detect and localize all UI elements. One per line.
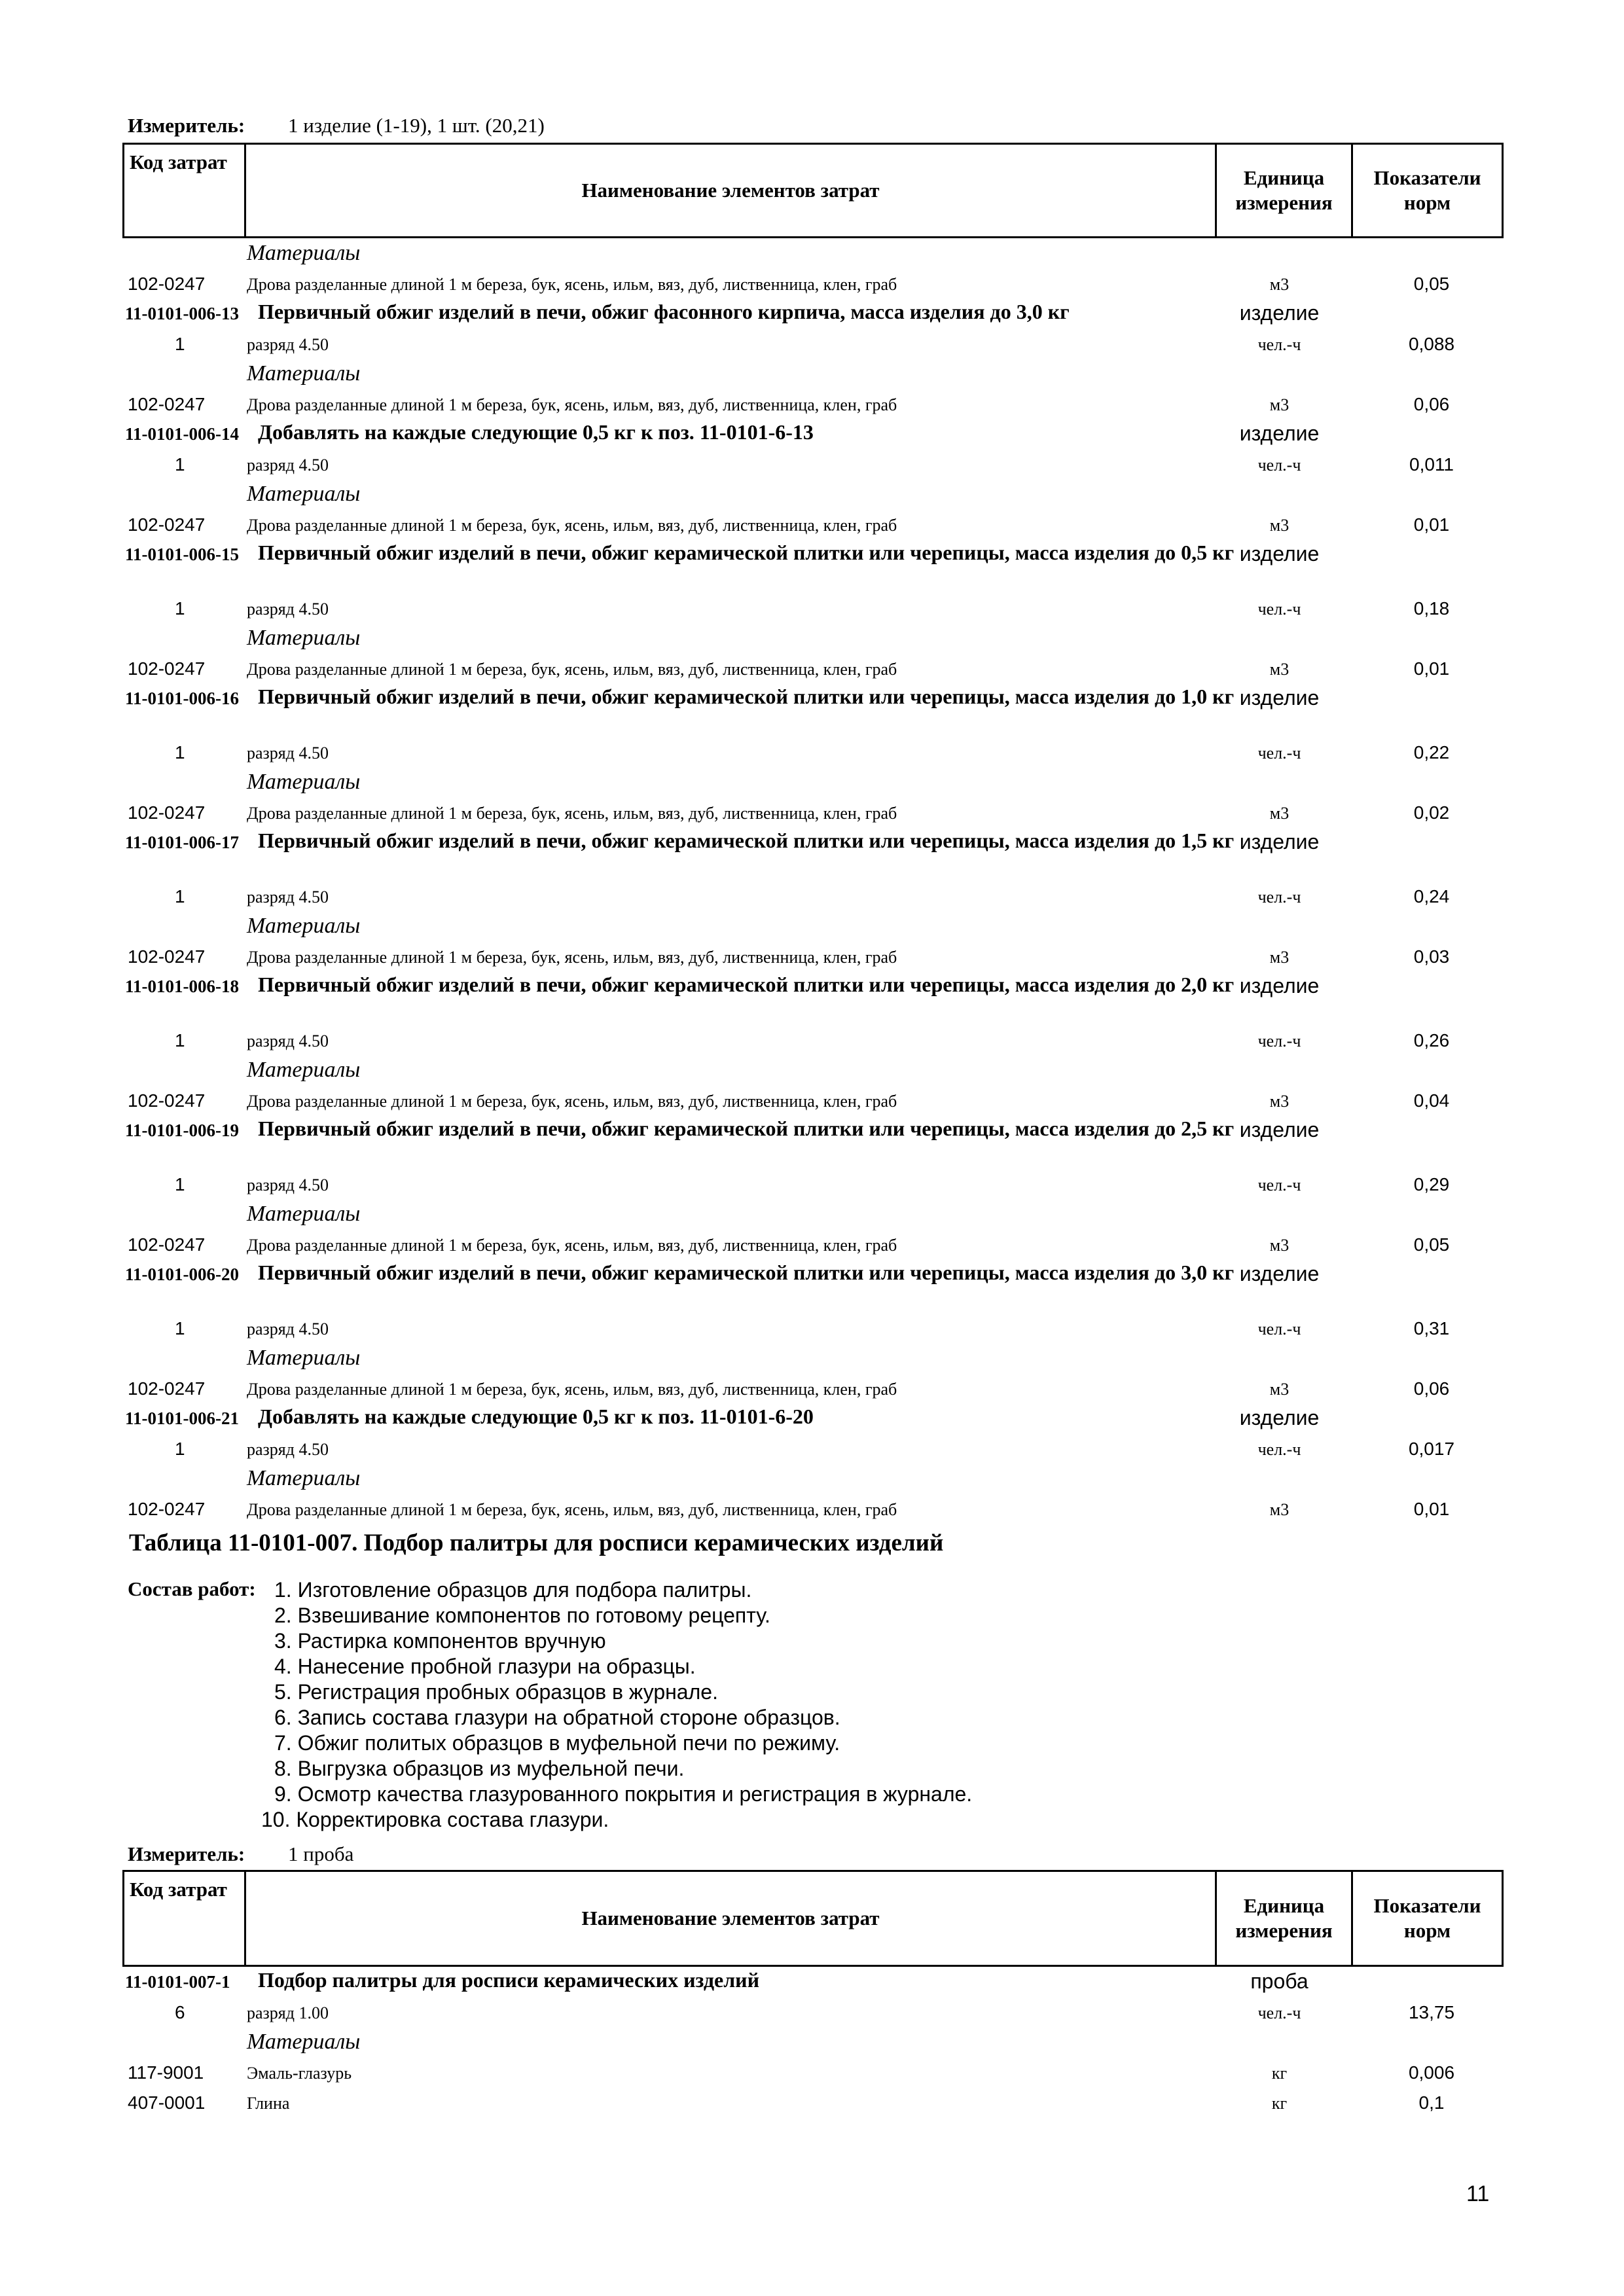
cell-name: Дрова разделанные длиной 1 м береза, бук, ясень, ильм, вяз, дуб, лиственница, клен, граб [247,1236,897,1255]
cell-code: 1 [175,454,185,475]
cell-code: 11-0101-006-19 [125,1121,239,1140]
measure-value: 1 проба [288,1842,354,1865]
cell-value: 0,26 [1413,1030,1450,1050]
cell-code: 11-0101-006-15 [125,545,239,564]
cell-code: 102-0247 [128,394,206,414]
cell-name: Добавлять на каждые следующие 0,5 кг к поз. 11-0101-6-13 [258,420,814,444]
cell-code: 11-0101-006-17 [125,833,239,852]
cell-unit: изделие [1239,1406,1320,1429]
measure-label: Измеритель: [128,1842,245,1865]
labor-row [122,882,1504,912]
cell-code: 407-0001 [128,2092,206,2113]
cell-value: 0,24 [1413,886,1450,906]
cell-name: Подбор палитры для росписи керамических изделий [258,1968,760,1992]
cell-unit: чел.-ч [1257,1319,1301,1338]
material-row [122,511,1504,541]
cell-value: 0,05 [1413,274,1450,294]
labor-row [122,1170,1504,1200]
cell-name: Первичный обжиг изделий в печи, обжиг керамической плитки или черепицы, масса изделия до 2,0 кг [258,973,1235,996]
work-step: 1. Изготовление образцов для подбора палитры. [274,1578,752,1602]
cell-unit: кг [1271,2064,1288,2083]
header-table-bottom [122,1870,1504,1967]
cell-name: разряд 4.50 [247,456,329,475]
cell-code: 1 [175,1030,185,1050]
cell-unit: м3 [1269,660,1290,679]
cell-code: 11-0101-007-1 [125,1972,230,1992]
cell-name: Материалы [247,914,361,938]
work-step: 7. Обжиг политых образцов в муфельной печи по режиму. [274,1731,840,1755]
cell-unit: изделие [1239,1118,1320,1141]
cell-value: 0,04 [1413,1090,1450,1111]
cell-code: 1 [175,334,185,354]
cell-value: 0,017 [1408,1439,1455,1459]
cell-name: Дрова разделанные длиной 1 м береза, бук, ясень, ильм, вяз, дуб, лиственница, клен, граб [247,1380,897,1399]
cell-code: 11-0101-006-13 [125,304,239,323]
cell-value: 0,01 [1413,514,1450,535]
norm-item-row [122,300,1504,330]
section-heading-row [122,1465,1504,1495]
work-step: 9. Осмотр качества глазурованного покрытия и регистрация в журнале. [274,1782,973,1806]
cell-name: Глина [247,2094,290,2113]
norm-item-row [122,685,1504,738]
material-row [122,1230,1504,1261]
cell-code: 1 [175,886,185,906]
cell-name: Дрова разделанные длиной 1 м береза, бук, ясень, ильм, вяз, дуб, лиственница, клен, граб [247,660,897,679]
cell-name: Дрова разделанные длиной 1 м береза, бук, ясень, ильм, вяз, дуб, лиственница, клен, граб [247,275,897,294]
header-norm: Показатели норм [1352,1871,1503,1966]
cell-value: 0,02 [1413,802,1450,823]
cell-code: 11-0101-006-14 [125,424,239,444]
cell-value: 0,18 [1413,598,1450,619]
cell-code: 1 [175,742,185,762]
cell-name: разряд 4.50 [247,335,329,354]
cell-unit: чел.-ч [1257,335,1301,354]
cell-unit: чел.-ч [1257,1031,1301,1050]
material-row [122,2058,1504,2089]
cell-unit: изделие [1239,830,1320,853]
cell-unit: изделие [1239,974,1320,997]
cell-unit: чел.-ч [1257,600,1301,619]
cell-name: Первичный обжиг изделий в печи, обжиг керамической плитки или черепицы, масса изделия до 2,5 кг [258,1117,1235,1140]
cell-value: 0,22 [1413,742,1450,762]
cell-name: Добавлять на каждые следующие 0,5 кг к поз. 11-0101-6-20 [258,1405,814,1428]
section-heading-row [122,912,1504,942]
cell-code: 102-0247 [128,274,206,294]
cell-code: 102-0247 [128,1499,206,1519]
header-unit: Единица измерения [1216,144,1352,238]
section-heading-row [122,2028,1504,2058]
cell-unit: м3 [1269,948,1290,967]
cell-name: Материалы [247,2030,361,2054]
cell-name: Материалы [247,1346,361,1370]
cell-name: Дрова разделанные длиной 1 м береза, бук, ясень, ильм, вяз, дуб, лиственница, клен, граб [247,804,897,823]
section-heading-row [122,480,1504,511]
cell-name: разряд 4.50 [247,1319,329,1338]
cell-unit: чел.-ч [1257,2003,1301,2022]
cell-code: 1 [175,1439,185,1459]
material-row [122,390,1504,420]
cell-unit: м3 [1269,1500,1290,1519]
cell-code: 6 [175,2002,185,2022]
cell-unit: изделие [1239,686,1320,709]
norm-item-row [122,973,1504,1026]
cell-name: Материалы [247,241,361,265]
measure-line-bottom [128,1842,353,1866]
cell-unit: изделие [1239,301,1320,325]
work-step: 4. Нанесение пробной глазури на образцы. [274,1655,696,1678]
cell-code: 102-0247 [128,514,206,535]
norm-item-row [122,541,1504,594]
norm-item-row [122,829,1504,882]
cell-name: Первичный обжиг изделий в печи, обжиг керамической плитки или черепицы, масса изделия до 3,0 кг [258,1261,1235,1284]
measure-line-top [128,114,545,137]
material-row [122,798,1504,829]
cell-code: 102-0247 [128,658,206,679]
cell-value: 0,011 [1409,454,1454,475]
section-heading-row [122,240,1504,270]
cell-code: 11-0101-006-20 [125,1265,239,1284]
cell-code: 1 [175,598,185,619]
cell-value: 0,06 [1413,394,1450,414]
material-row [122,1374,1504,1405]
cell-unit: м3 [1269,1092,1290,1111]
cell-name: Дрова разделанные длиной 1 м береза, бук, ясень, ильм, вяз, дуб, лиственница, клен, граб [247,1092,897,1111]
labor-row [122,330,1504,360]
cell-unit: изделие [1239,422,1320,445]
cell-unit: чел.-ч [1257,1440,1301,1459]
cell-value: 0,05 [1413,1234,1450,1255]
cell-unit: м3 [1269,804,1290,823]
cell-unit: кг [1271,2094,1288,2113]
cell-value: 0,06 [1413,1378,1450,1399]
cell-unit: изделие [1239,1262,1320,1285]
cell-unit: м3 [1269,1380,1290,1399]
cell-name: Материалы [247,361,361,386]
cell-name: Первичный обжиг изделий в печи, обжиг фасонного кирпича, масса изделия до 3,0 кг [258,300,1070,323]
cell-code: 1 [175,1174,185,1194]
header-name: Наименование элементов затрат [245,144,1216,238]
cell-code: 102-0247 [128,802,206,823]
cell-name: Материалы [247,1058,361,1082]
cell-value: 0,31 [1413,1318,1450,1338]
cell-code: 11-0101-006-18 [125,977,239,996]
cell-name: Дрова разделанные длиной 1 м береза, бук, ясень, ильм, вяз, дуб, лиственница, клен, граб [247,395,897,414]
header-norm: Показатели норм [1352,144,1503,238]
section-heading-row [122,1056,1504,1086]
cell-name: Материалы [247,1202,361,1226]
labor-row [122,594,1504,624]
cell-unit: чел.-ч [1257,744,1301,762]
material-row [122,1086,1504,1117]
cell-name: Материалы [247,482,361,506]
cell-name: разряд 4.50 [247,888,329,906]
work-step: 6. Запись состава глазури на обратной стороне образцов. [274,1706,840,1729]
norm-item-row [122,1261,1504,1314]
work-step: 8. Выгрузка образцов из муфельной печи. [274,1757,685,1780]
cell-code: 102-0247 [128,946,206,967]
norm-item-row [122,1117,1504,1170]
work-step: 2. Взвешивание компонентов по готовому рецепту. [274,1604,770,1627]
section-heading-row [122,768,1504,798]
cell-name: разряд 4.50 [247,600,329,619]
material-row [122,1495,1504,1525]
cell-name: Материалы [247,626,361,650]
cell-name: Эмаль-глазурь [247,2064,352,2083]
section-heading-row [122,1200,1504,1230]
cell-unit: изделие [1239,542,1320,565]
labor-row [122,450,1504,480]
cost-rows-top [122,240,1504,1525]
cell-code: 1 [175,1318,185,1338]
material-row [122,655,1504,685]
cell-value: 0,29 [1413,1174,1450,1194]
cell-name: разряд 4.50 [247,1175,329,1194]
cell-unit: чел.-ч [1257,1175,1301,1194]
cell-name: Первичный обжиг изделий в печи, обжиг керамической плитки или черепицы, масса изделия до 0,5 кг [258,541,1235,564]
cell-name: разряд 1.00 [247,2003,329,2022]
cell-name: Первичный обжиг изделий в печи, обжиг керамической плитки или черепицы, масса изделия до 1,5 кг [258,829,1235,852]
labor-row [122,1998,1504,2028]
labor-row [122,1026,1504,1056]
table-title: Таблица 11-0101-007. Подбор палитры для росписи керамических изделий [129,1530,944,1556]
measure-label: Измеритель: [128,114,245,137]
cell-value: 0,088 [1408,334,1455,354]
norm-item-row [122,420,1504,450]
header-table-top [122,143,1504,238]
cell-value: 0,03 [1413,946,1450,967]
labor-row [122,1314,1504,1344]
cell-code: 11-0101-006-21 [125,1408,239,1428]
cell-code: 11-0101-006-16 [125,689,239,708]
cell-code: 102-0247 [128,1090,206,1111]
cell-name: Материалы [247,1466,361,1490]
header-code: Код затрат [124,1871,245,1966]
material-row [122,942,1504,973]
cell-value: 0,01 [1413,658,1450,679]
cell-name: разряд 4.50 [247,744,329,762]
section-heading-row [122,1344,1504,1374]
cell-name: разряд 4.50 [247,1031,329,1050]
works-label: Состав работ: [128,1577,256,1600]
cell-value: 13,75 [1408,2002,1455,2022]
cell-value: 0,006 [1408,2062,1455,2083]
cell-code: 117-9001 [128,2062,204,2083]
material-row [122,270,1504,300]
cell-unit: м3 [1269,516,1290,535]
cell-name: Материалы [247,770,361,794]
cost-rows-bottom [122,1968,1504,2119]
page-number: 11 [1466,2181,1490,2206]
norm-item-row [122,1968,1504,1998]
cell-unit: м3 [1269,395,1290,414]
cell-unit: чел.-ч [1257,456,1301,475]
section-heading-row [122,360,1504,390]
work-step: 10. Корректировка состава глазури. [261,1808,609,1831]
cell-unit: м3 [1269,275,1290,294]
cell-name: Первичный обжиг изделий в печи, обжиг керамической плитки или черепицы, масса изделия до 1,0 кг [258,685,1235,708]
cell-code: 102-0247 [128,1378,206,1399]
cell-value: 0,01 [1413,1499,1450,1519]
cell-name: разряд 4.50 [247,1440,329,1459]
labor-row [122,1435,1504,1465]
cell-unit: чел.-ч [1257,888,1301,906]
norm-item-row [122,1405,1504,1435]
header-unit: Единица измерения [1216,1871,1352,1966]
labor-row [122,738,1504,768]
cell-unit: проба [1250,1969,1308,1993]
cell-name: Дрова разделанные длиной 1 м береза, бук, ясень, ильм, вяз, дуб, лиственница, клен, граб [247,948,897,967]
cell-unit: м3 [1269,1236,1290,1255]
cell-name: Дрова разделанные длиной 1 м береза, бук, ясень, ильм, вяз, дуб, лиственница, клен, граб [247,1500,897,1519]
header-name: Наименование элементов затрат [245,1871,1216,1966]
section-heading-row [122,624,1504,655]
work-step: 3. Растирка компонентов вручную [274,1629,606,1653]
work-step: 5. Регистрация пробных образцов в журнале. [274,1680,718,1704]
measure-value: 1 изделие (1-19), 1 шт. (20,21) [288,114,545,137]
cell-name: Дрова разделанные длиной 1 м береза, бук, ясень, ильм, вяз, дуб, лиственница, клен, граб [247,516,897,535]
header-code: Код затрат [124,144,245,238]
material-row [122,2089,1504,2119]
works-list [261,1577,1518,1833]
cell-value: 0,1 [1418,2092,1445,2113]
cell-code: 102-0247 [128,1234,206,1255]
